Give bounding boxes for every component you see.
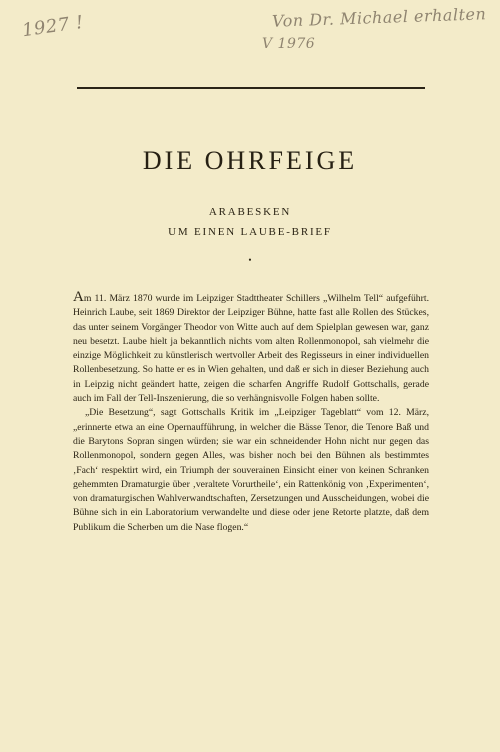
paragraph-2: „Die Besetzung“, sagt Gottschalls Kritik im „Leipziger Tageblatt“ vom 12. März, „erinnerte etwa an eine Opernaufführung, in welcher die Bässe Tenor, die Tenore Baß und die Barytons Sopran singen würden; sie war ein schneidender Hohn nicht nur gegen das Rollenmonopol, sondern gegen Alles, was bisher noch bei den Bühnen als bestimmtes ‚Fach‘ respektirt wird, ein Triumph der souverainen Einsicht einer von keinen Schranken gehemmten Dramaturgie über ‚veraltete Vorurtheile‘, ein Rattenkönig von ‚Experimenten‘, von dramaturgischen Wahlverwandtschaften, Zersetzungen und Ausscheidungen, wobei die Bühne sich in ein Laboratorium verwandelte und diese oder jene Retorte platzte, daß dem Publikum die Scherben um die Nase flogen.“ [73,407,429,533]
ornament-dot: • [248,255,252,265]
handwritten-year: 1927 ! [20,11,85,42]
page-title: DIE OHRFEIGE [142,146,358,175]
top-rule [77,87,425,89]
paragraph-1-text: m 11. März 1870 wurde im Leipziger Stadttheater Schillers „Wilhelm Tell“ aufgeführt. Heinrich Laube, seit 1869 Direktor der Leipziger Bühne, hatte fast alle Rollen des Stückes, das unter seinem Vorgänger Theodor von Witte auch auf dem Spielplan gewesen war, ganz neu besetzt. Laube hielt ja bekanntlich nichts vom alten Rollenmonopol, sah vielmehr die einzige Möglichkeit zu künstlerisch wertvoller Arbeit des Regisseurs in einer individuellen Rollenbesetzung. So hatte er es in Wien gehalten, und daß er sich in dieser Beziehung auch in Leipzig nicht geändert hatte, zeigen die scharfen Angriffe Rudolf Gottschalls, gerade auch im Fall der Tell-Inszenierung, die so verhängnisvolle Folgen haben sollte. [73,293,429,405]
paragraph-1 [73,289,429,406]
subtitle-line-1: ARABESKEN [208,206,292,218]
body-text [73,289,429,535]
drop-cap: A [73,289,84,305]
handwritten-date: V 1976 [262,36,316,52]
handwritten-note: Von Dr. Michael erhalten [271,4,487,31]
subtitle-line-2: UM EINEN LAUBE-BRIEF [168,226,332,238]
